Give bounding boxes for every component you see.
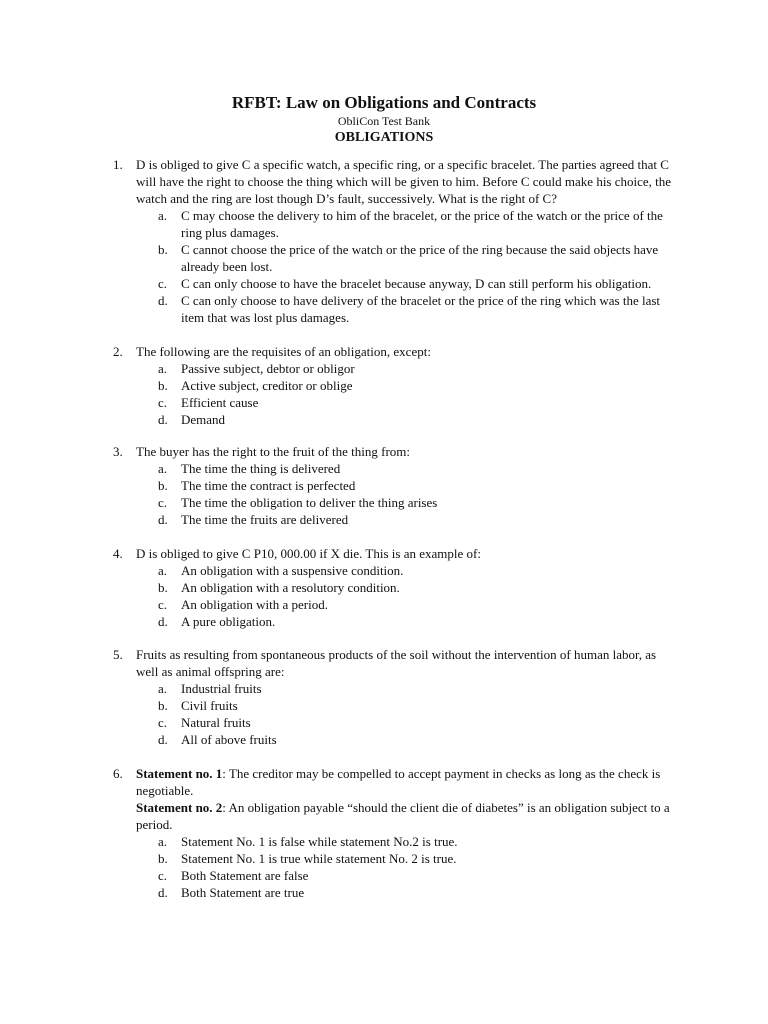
answer-option (136, 579, 673, 596)
option-text: All of above fruits (181, 732, 277, 747)
option-text: A pure obligation. (181, 614, 276, 629)
option-text: Passive subject, debtor or obligor (181, 361, 355, 376)
statement-2-text: : An obligation payable “should the client die of diabetes” is an obligation subject to a period. (136, 800, 670, 832)
option-text: Statement No. 1 is false while statement No.2 is true. (181, 834, 458, 849)
option-text: An obligation with a suspensive condition. (181, 563, 404, 578)
answer-option (136, 850, 673, 867)
option-text: The time the contract is perfected (181, 478, 356, 493)
option-text: Demand (181, 412, 226, 427)
option-letter: a. (158, 208, 168, 223)
statement-2 (136, 799, 673, 833)
option-letter: d. (158, 732, 168, 747)
option-text: An obligation with a resolutory condition. (181, 580, 400, 595)
answer-options (136, 360, 673, 428)
option-text: C can only choose to have delivery of the bracelet or the price of the ring which was the last item that was lost plus damages. (181, 293, 661, 325)
option-letter: a. (158, 834, 168, 849)
statement-2-label: Statement no. 2 (136, 800, 223, 815)
answer-options (136, 833, 673, 901)
option-letter: c. (158, 395, 168, 410)
option-text: Civil fruits (181, 698, 238, 713)
question-2 (113, 343, 673, 428)
answer-option (136, 394, 673, 411)
answer-option (136, 613, 673, 630)
question-stem: The following are the requisites of an obligation, except: (136, 344, 431, 359)
question-stem: D is obliged to give C P10, 000.00 if X die. This is an example of: (136, 546, 481, 561)
question-body (136, 156, 673, 326)
option-letter: b. (158, 378, 168, 393)
answer-options (136, 460, 673, 528)
answer-options (136, 680, 673, 748)
answer-option (136, 360, 673, 377)
option-letter: b. (158, 242, 168, 257)
option-text: Both Statement are true (181, 885, 305, 900)
option-text: C may choose the delivery to him of the bracelet, or the price of the watch or the price of the ring plus damages. (181, 208, 663, 240)
option-letter: c. (158, 495, 168, 510)
option-letter: d. (158, 885, 168, 900)
answer-option (136, 292, 673, 326)
option-text: An obligation with a period. (181, 597, 328, 612)
answer-option (136, 275, 673, 292)
statement-1-text: : The creditor may be compelled to accept payment in checks as long as the check is negotiable. (136, 766, 661, 798)
question-body (136, 443, 673, 528)
answer-option (136, 714, 673, 731)
option-text: C cannot choose the price of the watch or the price of the ring because the said objects have already been lost. (181, 242, 659, 274)
answer-options (136, 207, 673, 326)
option-text: Active subject, creditor or oblige (181, 378, 353, 393)
answer-option (136, 241, 673, 275)
answer-option (136, 377, 673, 394)
option-letter: c. (158, 868, 168, 883)
option-text: Statement No. 1 is true while statement No. 2 is true. (181, 851, 457, 866)
option-letter: b. (158, 851, 168, 866)
option-text: Efficient cause (181, 395, 259, 410)
answer-option (136, 596, 673, 613)
question-1 (113, 156, 673, 326)
answer-option (136, 867, 673, 884)
question-4 (113, 545, 673, 630)
document-subtitle: ObliCon Test Bank (337, 114, 431, 128)
answer-option (136, 477, 673, 494)
question-number: 2. (113, 344, 123, 359)
question-number: 4. (113, 546, 123, 561)
option-letter: a. (158, 563, 168, 578)
answer-option (136, 494, 673, 511)
question-number: 3. (113, 444, 123, 459)
option-text: The time the thing is delivered (181, 461, 341, 476)
option-letter: c. (158, 715, 168, 730)
option-letter: d. (158, 412, 168, 427)
option-letter: c. (158, 597, 168, 612)
question-stem: Fruits as resulting from spontaneous products of the soil without the intervention of human labor, as well as animal offspring are: (136, 647, 657, 679)
answer-option (136, 680, 673, 697)
option-letter: d. (158, 293, 168, 308)
question-number: 1. (113, 157, 123, 172)
question-5 (113, 646, 673, 748)
option-letter: b. (158, 478, 168, 493)
statement-1 (136, 765, 673, 799)
option-letter: a. (158, 361, 168, 376)
option-letter: d. (158, 614, 168, 629)
option-letter: b. (158, 698, 168, 713)
section-heading: OBLIGATIONS (334, 130, 434, 145)
answer-option (136, 697, 673, 714)
document-title: RFBT: Law on Obligations and Contracts (231, 93, 537, 112)
answer-option (136, 833, 673, 850)
answer-option (136, 511, 673, 528)
option-letter: d. (158, 512, 168, 527)
question-body (136, 765, 673, 901)
question-number: 6. (113, 766, 123, 781)
answer-option (136, 562, 673, 579)
option-letter: b. (158, 580, 168, 595)
answer-option (136, 884, 673, 901)
question-body (136, 646, 673, 748)
option-text: Natural fruits (181, 715, 251, 730)
answer-option (136, 731, 673, 748)
answer-options (136, 562, 673, 630)
option-text: C can only choose to have the bracelet because anyway, D can still perform his obligation. (181, 276, 652, 291)
answer-option (136, 207, 673, 241)
question-body (136, 545, 673, 630)
option-text: Both Statement are false (181, 868, 309, 883)
question-stem: The buyer has the right to the fruit of the thing from: (136, 444, 411, 459)
question-number: 5. (113, 647, 123, 662)
answer-option (136, 411, 673, 428)
question-3 (113, 443, 673, 528)
question-stem: D is obliged to give C a specific watch, a specific ring, or a specific bracelet. The parties agreed that C will have the right to choose the thing which will be given to him. Before C could make his choice, the watch and the ring are lost though D’s fault, successively. What is the right of C? (136, 157, 672, 206)
option-letter: a. (158, 461, 168, 476)
question-body (136, 343, 673, 428)
question-6 (113, 765, 673, 901)
option-letter: a. (158, 681, 168, 696)
statement-1-label: Statement no. 1 (136, 766, 223, 781)
answer-option (136, 460, 673, 477)
option-text: The time the obligation to deliver the thing arises (181, 495, 438, 510)
option-letter: c. (158, 276, 168, 291)
option-text: The time the fruits are delivered (181, 512, 349, 527)
option-text: Industrial fruits (181, 681, 262, 696)
